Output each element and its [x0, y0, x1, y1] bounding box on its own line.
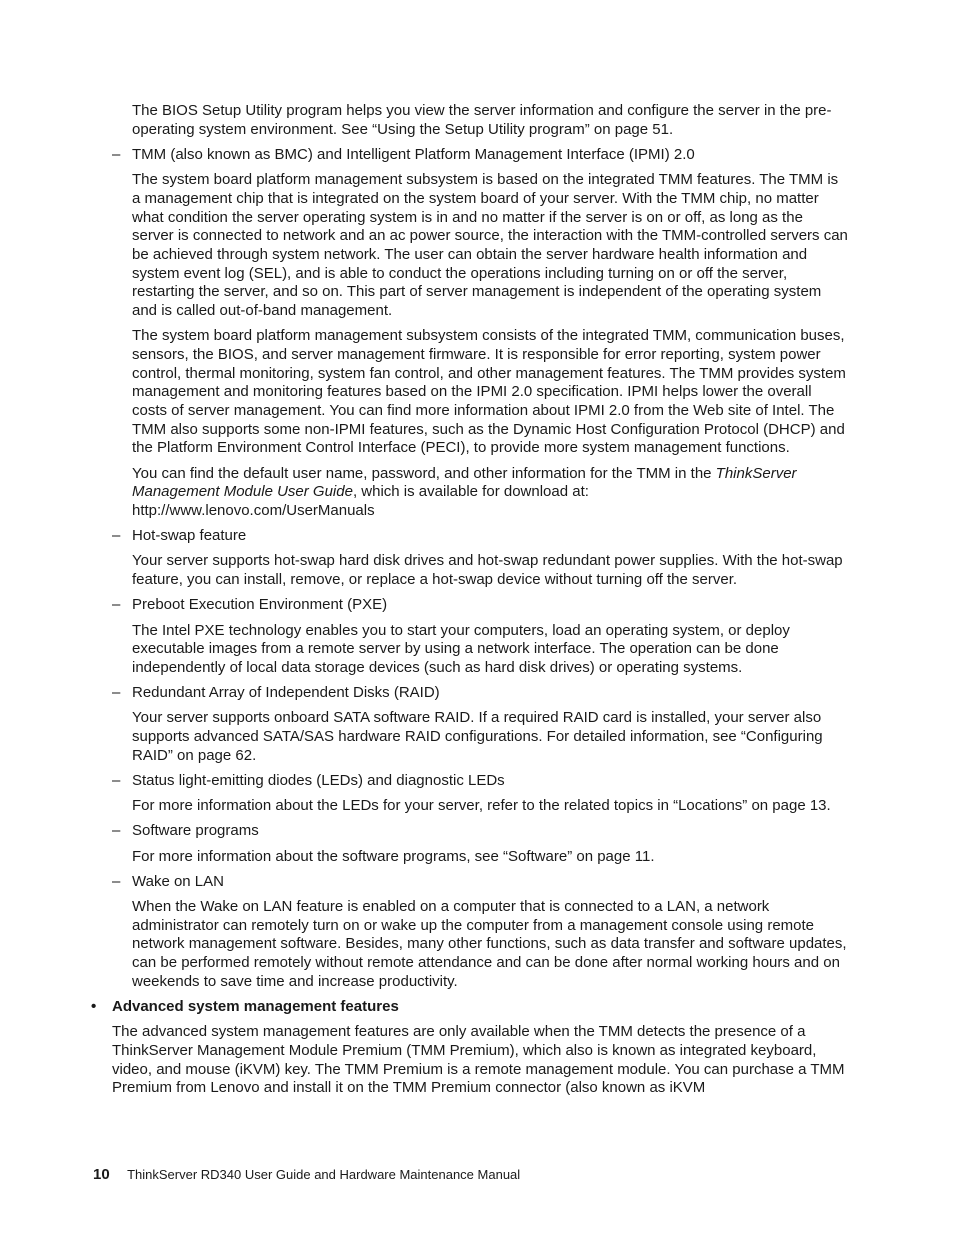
dash-marker: –	[112, 822, 121, 840]
list-item-title: Redundant Array of Independent Disks (RAID)	[132, 684, 440, 702]
paragraph-raid: Your server supports onboard SATA software RAID. If a required RAID card is installed, your server also supports advanced SATA/SAS hardware RAID configurations. For detailed information, see “Configuring RAID” on page 62.	[132, 709, 823, 764]
bullet-item-title: Advanced system management features	[112, 998, 399, 1016]
paragraph-advanced: The advanced system management features are only available when the TMM detects the presence of a ThinkServer Management Module Premium (TMM Premium), which also is known as integrated keyboard, video, and mouse (iKVM) key. The TMM Premium is a remote management module. You can purchase a TMM Premium from Lenovo and install it on the TMM Premium connector (also known as iKVM	[112, 1023, 845, 1097]
list-item-tmm	[112, 145, 848, 165]
page-number: 10	[93, 1166, 110, 1183]
dash-marker: –	[112, 872, 121, 890]
dash-marker: –	[112, 145, 121, 163]
page-content	[0, 102, 954, 1098]
bullet-item-advanced	[91, 998, 848, 1017]
page-footer	[93, 1166, 520, 1184]
tmm-guide-title: ThinkServer Management Module User Guide	[132, 464, 797, 501]
list-item-raid	[112, 684, 848, 703]
list-item-title: Hot-swap feature	[132, 527, 247, 545]
list-item-title: Preboot Execution Environment (PXE)	[132, 596, 388, 614]
dash-marker: –	[112, 772, 121, 789]
paragraph-tmm-2: The system board platform management subsystem consists of the integrated TMM, communication buses, sensors, the BIOS, and server management firmware. It is responsible for error reporting, system power control, thermal monitoring, system fan control, and other management features. The TMM provides system management and monitoring features based on the IPMI 2.0 specification. IPMI helps lower the overall costs of server management. You can find more information about IPMI 2.0 from the Web site of Intel. The TMM also supports some non-IPMI features, such as the Dynamic Host Configuration Protocol (DHCP) and the Platform Environment Control Interface (PECI), to provide more system management functions.	[132, 327, 846, 457]
list-item-wake-on-lan	[112, 872, 848, 892]
dash-marker: –	[112, 684, 121, 702]
list-item-leds	[112, 772, 848, 791]
paragraph-pxe: The Intel PXE technology enables you to start your computers, load an operating system, or deploy executable images from a remote server by using a network interface. The operation can be done independently of local data storage devices (such as hard disk drives) or operating systems.	[132, 621, 790, 676]
paragraph-leds: For more information about the LEDs for your server, refer to the related topics in “Locations” on page 13.	[132, 797, 831, 815]
paragraph-tmm-1: The system board platform management subsystem is based on the integrated TMM features. The TMM is a management chip that is integrated on the system board of your server. With the TMM chip, no matter what condition the server operating system is in and no matter if the server is on or off, as long as the server is connected to network and an ac power source, the interaction with the TMM-controlled servers can be achieved through system network. The user can obtain the server hardware health information and system event log (SEL), and is able to conduct the operations including turning on or off the server, restarting the server, and so on. This part of server management is independent of the operating system and is called out-of-band management.	[132, 171, 848, 320]
user-manuals-url[interactable]: http://www.lenovo.com/UserManuals	[132, 502, 375, 520]
paragraph-hotswap: Your server supports hot-swap hard disk drives and hot-swap redundant power supplies. With the hot-swap feature, you can install, remove, or replace a hot-swap device without turning off the server.	[132, 552, 843, 589]
list-item-title: Wake on LAN	[132, 872, 224, 890]
paragraph-bios-setup: The BIOS Setup Utility program helps you view the server information and configure the server in the pre-operating system environment. See “Using the Setup Utility program” on page 51.	[132, 102, 832, 138]
list-item-pxe	[112, 596, 848, 615]
tmm-guide-text-post: , which is available for download at:	[352, 483, 589, 501]
tmm-guide-text-pre: You can find the default user name, password, and other information for the TMM in the	[132, 464, 716, 482]
paragraph-software: For more information about the software programs, see “Software” on page 11.	[132, 847, 655, 865]
list-item-title: Status light-emitting diodes (LEDs) and diagnostic LEDs	[132, 772, 505, 789]
paragraph-tmm-3	[132, 465, 848, 521]
dash-marker: –	[112, 527, 121, 545]
dash-marker: –	[112, 596, 121, 614]
list-item-software	[112, 822, 848, 841]
bullet-marker: •	[91, 998, 97, 1016]
list-item-hotswap	[112, 527, 848, 546]
list-item-title: Software programs	[132, 822, 259, 840]
list-item-title: TMM (also known as BMC) and Intelligent Platform Management Interface (IPMI) 2.0	[132, 145, 695, 163]
paragraph-wake-on-lan: When the Wake on LAN feature is enabled on a computer that is connected to a LAN, a network administrator can remotely turn on or wake up the computer from a management console using remote network management software. Besides, many other functions, such as data transfer and software updates, can be performed remotely without remote attendance and can be done after normal working hours and on weekends to save time and increase productivity.	[132, 898, 847, 990]
footer-title: ThinkServer RD340 User Guide and Hardware Maintenance Manual	[127, 1167, 521, 1182]
